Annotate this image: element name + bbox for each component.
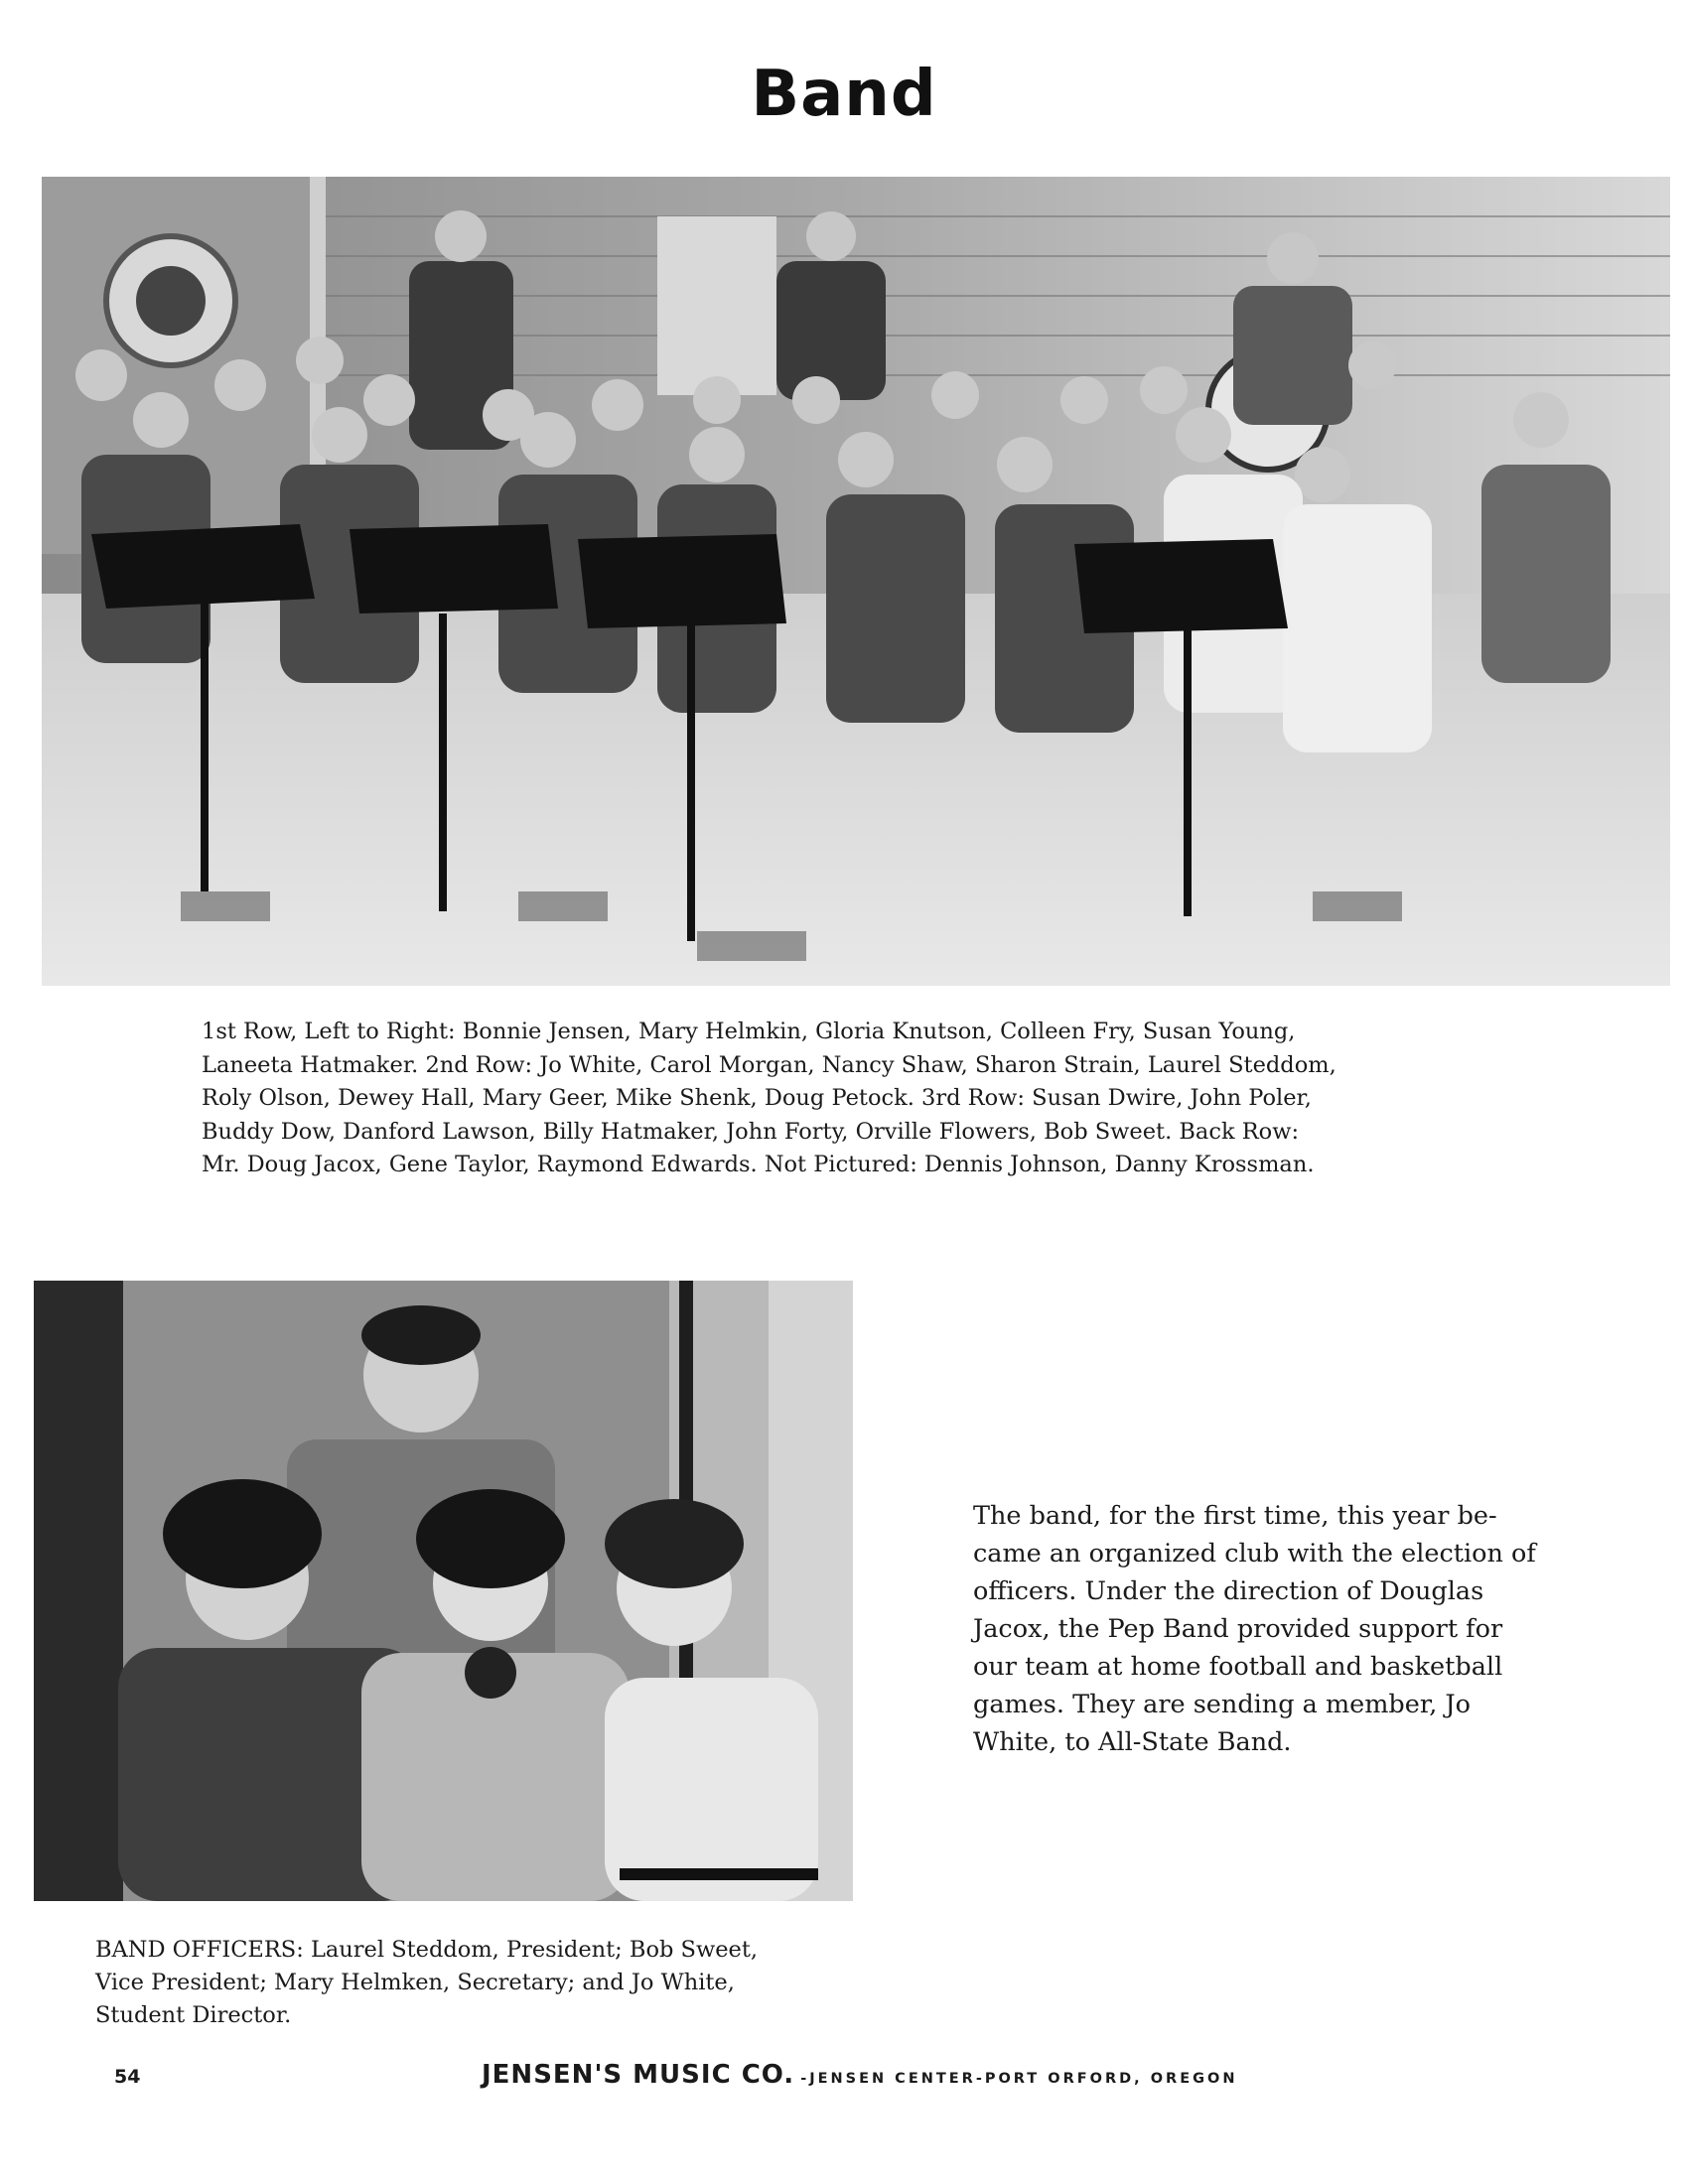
caption-line: Laneeta Hatmaker. 2nd Row: Jo White, Carol Morgan, Nancy Shaw, Sharon Strain, Laurel Steddom,: [202, 1051, 1336, 1078]
description-line: came an organized club with the election of: [973, 1539, 1536, 1569]
caption-line: Buddy Dow, Danford Lawson, Billy Hatmaker, John Forty, Orville Flowers, Bob Sweet. Back Row:: [202, 1118, 1300, 1145]
description-line: officers. Under the direction of Douglas: [973, 1576, 1484, 1606]
caption-line: Roly Olson, Dewey Hall, Mary Geer, Mike Shenk, Doug Petock. 3rd Row: Susan Dwire, John Poler,: [202, 1085, 1312, 1111]
band-group-photo: [42, 177, 1670, 986]
band-photo-caption: [202, 1016, 1532, 1182]
description-line: Jacox, the Pep Band provided support for: [973, 1614, 1503, 1644]
caption-line: Vice President; Mary Helmken, Secretary; and Jo White,: [95, 1970, 735, 1995]
description-line: The band, for the first time, this year be-: [973, 1501, 1497, 1531]
description-line: White, to All-State Band.: [973, 1727, 1292, 1757]
band-club-description: [973, 1497, 1609, 1761]
page-number: 54: [114, 2066, 141, 2088]
caption-line: 1st Row, Left to Right: Bonnie Jensen, Mary Helmkin, Gloria Knutson, Colleen Fry, Susan Young,: [202, 1019, 1296, 1044]
description-line: games. They are sending a member, Jo: [973, 1690, 1471, 1719]
sponsor-location: -JENSEN CENTER-PORT ORFORD, OREGON: [800, 2071, 1238, 2087]
caption-line: Mr. Doug Jacox, Gene Taylor, Raymond Edwards. Not Pictured: Dennis Johnson, Danny Krossman.: [202, 1152, 1315, 1177]
caption-line: BAND OFFICERS: Laurel Steddom, President; Bob Sweet,: [95, 1937, 759, 1963]
sponsor-footer: [482, 2060, 1237, 2090]
sponsor-name: JENSEN'S MUSIC CO.: [482, 2060, 795, 2090]
caption-line: Student Director.: [95, 2002, 292, 2028]
band-officers-photo: [34, 1281, 853, 1901]
page-title: Band: [751, 58, 937, 131]
description-line: our team at home football and basketball: [973, 1652, 1503, 1682]
officers-caption: [95, 1934, 870, 2032]
